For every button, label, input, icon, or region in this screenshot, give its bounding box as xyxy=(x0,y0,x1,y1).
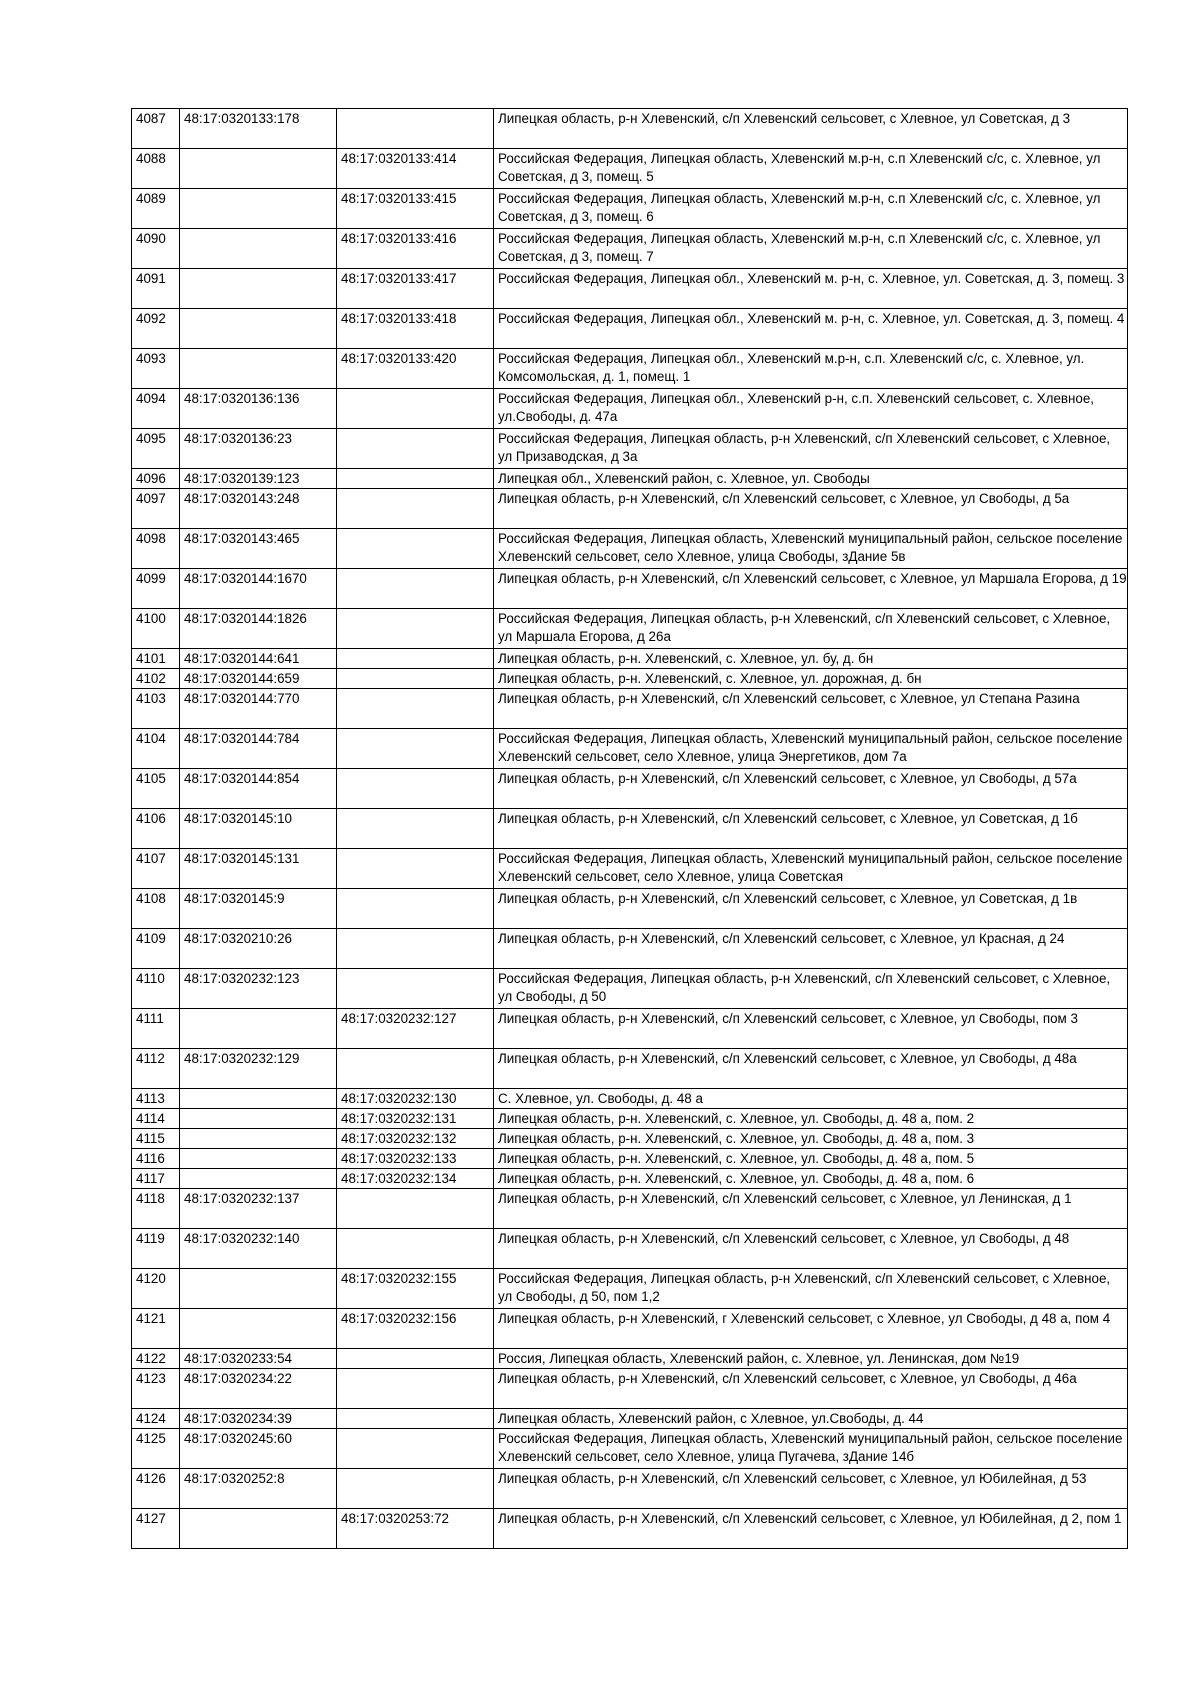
object-cadastral-number-cell: 48:17:0320133:417 xyxy=(337,269,494,309)
address-cell: Липецкая область, р-н Хлевенский, с/п Хлевенский сельсовет, с Хлевное, ул Свободы, д 57а xyxy=(494,769,1128,809)
object-cadastral-number-cell: 48:17:0320232:134 xyxy=(337,1169,494,1189)
land-cadastral-number-cell: 48:17:0320210:26 xyxy=(180,929,337,969)
row-number-cell: 4119 xyxy=(132,1229,180,1269)
address-cell: Липецкая область, р-н Хлевенский, с/п Хлевенский сельсовет, с Хлевное, ул Степана Разина xyxy=(494,689,1128,729)
land-cadastral-number-cell xyxy=(180,149,337,189)
address-cell: Липецкая область, р-н Хлевенский, с/п Хлевенский сельсовет, с Хлевное, ул Маршала Егорова, д 19 xyxy=(494,569,1128,609)
object-cadastral-number-cell xyxy=(337,1349,494,1369)
row-number-cell: 4098 xyxy=(132,529,180,569)
object-cadastral-number-cell: 48:17:0320232:131 xyxy=(337,1109,494,1129)
address-cell: Российская Федерация, Липецкая обл., Хлевенский р-н, с.п. Хлевенский сельсовет, с. Хлевное, ул.Свободы, д. 47а xyxy=(494,389,1128,429)
row-number-cell: 4100 xyxy=(132,609,180,649)
land-cadastral-number-cell: 48:17:0320144:854 xyxy=(180,769,337,809)
address-cell: Российская Федерация, Липецкая обл., Хлевенский м.р-н, с.п. Хлевенский с/с, с. Хлевное, ул. Комсомольская, д. 1, помещ. 1 xyxy=(494,349,1128,389)
object-cadastral-number-cell xyxy=(337,1049,494,1089)
address-cell: Российская Федерация, Липецкая область, р-н Хлевенский, с/п Хлевенский сельсовет, с Хлевное, ул Свободы, д 50 xyxy=(494,969,1128,1009)
land-cadastral-number-cell: 48:17:0320234:22 xyxy=(180,1369,337,1409)
land-cadastral-number-cell: 48:17:0320145:131 xyxy=(180,849,337,889)
address-cell: Липецкая область, р-н Хлевенский, с/п Хлевенский сельсовет, с Хлевное, ул Красная, д 24 xyxy=(494,929,1128,969)
object-cadastral-number-cell xyxy=(337,1189,494,1229)
land-cadastral-number-cell xyxy=(180,1089,337,1109)
table-row xyxy=(132,889,1128,929)
land-cadastral-number-cell: 48:17:0320144:641 xyxy=(180,649,337,669)
table-row xyxy=(132,1229,1128,1269)
table-row xyxy=(132,649,1128,669)
object-cadastral-number-cell xyxy=(337,849,494,889)
land-cadastral-number-cell: 48:17:0320144:659 xyxy=(180,669,337,689)
object-cadastral-number-cell xyxy=(337,469,494,489)
address-cell: Липецкая область, р-н Хлевенский, с/п Хлевенский сельсовет, с Хлевное, ул Свободы, д 48а xyxy=(494,1049,1128,1089)
table-row xyxy=(132,1409,1128,1429)
land-cadastral-number-cell xyxy=(180,269,337,309)
row-number-cell: 4120 xyxy=(132,1269,180,1309)
table-row xyxy=(132,429,1128,469)
row-number-cell: 4099 xyxy=(132,569,180,609)
object-cadastral-number-cell xyxy=(337,809,494,849)
address-cell: Липецкая область, р-н Хлевенский, с/п Хлевенский сельсовет, с Хлевное, ул Советская, д 1б xyxy=(494,809,1128,849)
row-number-cell: 4114 xyxy=(132,1109,180,1129)
table-row xyxy=(132,149,1128,189)
address-cell: Российская Федерация, Липецкая область, Хлевенский м.р-н, с.п Хлевенский с/с, с. Хлевное, ул Советская, д 3, помещ. 5 xyxy=(494,149,1128,189)
table-row xyxy=(132,269,1128,309)
table-row xyxy=(132,229,1128,269)
address-cell: Липецкая область, р-н Хлевенский, с/п Хлевенский сельсовет, с Хлевное, ул Свободы, д 48 xyxy=(494,1229,1128,1269)
land-cadastral-number-cell: 48:17:0320133:178 xyxy=(180,109,337,149)
land-cadastral-number-cell: 48:17:0320139:123 xyxy=(180,469,337,489)
land-cadastral-number-cell: 48:17:0320232:129 xyxy=(180,1049,337,1089)
object-cadastral-number-cell xyxy=(337,489,494,529)
address-cell: Липецкая область, р-н Хлевенский, с/п Хлевенский сельсовет, с Хлевное, ул Свободы, д 46а xyxy=(494,1369,1128,1409)
address-cell: Российская Федерация, Липецкая область, р-н Хлевенский, с/п Хлевенский сельсовет, с Хлевное, ул Маршала Егорова, д 26а xyxy=(494,609,1128,649)
row-number-cell: 4112 xyxy=(132,1049,180,1089)
address-cell: Российская Федерация, Липецкая область, Хлевенский муниципальный район, сельское поселение Хлевенский сельсовет, село Хлевное, улица Пугачева, зДание 14б xyxy=(494,1429,1128,1469)
land-cadastral-number-cell: 48:17:0320232:137 xyxy=(180,1189,337,1229)
object-cadastral-number-cell: 48:17:0320232:155 xyxy=(337,1269,494,1309)
row-number-cell: 4117 xyxy=(132,1169,180,1189)
row-number-cell: 4093 xyxy=(132,349,180,389)
table-row xyxy=(132,669,1128,689)
object-cadastral-number-cell xyxy=(337,689,494,729)
object-cadastral-number-cell xyxy=(337,109,494,149)
land-cadastral-number-cell xyxy=(180,349,337,389)
object-cadastral-number-cell xyxy=(337,609,494,649)
object-cadastral-number-cell: 48:17:0320133:416 xyxy=(337,229,494,269)
table-row xyxy=(132,1509,1128,1549)
object-cadastral-number-cell xyxy=(337,889,494,929)
object-cadastral-number-cell xyxy=(337,389,494,429)
address-cell: Российская Федерация, Липецкая область, Хлевенский муниципальный район, сельское поселение Хлевенский сельсовет, село Хлевное, улица Советская xyxy=(494,849,1128,889)
row-number-cell: 4124 xyxy=(132,1409,180,1429)
row-number-cell: 4110 xyxy=(132,969,180,1009)
object-cadastral-number-cell xyxy=(337,769,494,809)
address-cell: Липецкая область, р-н Хлевенский, с/п Хлевенский сельсовет, с Хлевное, ул Юбилейная, д 2, пом 1 xyxy=(494,1509,1128,1549)
object-cadastral-number-cell: 48:17:0320133:418 xyxy=(337,309,494,349)
address-cell: Липецкая область, р-н. Хлевенский, с. Хлевное, ул. Свободы, д. 48 а, пом. 3 xyxy=(494,1129,1128,1149)
address-cell: Российская Федерация, Липецкая область, р-н Хлевенский, с/п Хлевенский сельсовет, с Хлевное, ул Свободы, д 50, пом 1,2 xyxy=(494,1269,1128,1309)
row-number-cell: 4107 xyxy=(132,849,180,889)
address-cell: Липецкая область, р-н. Хлевенский, с. Хлевное, ул. Свободы, д. 48 а, пом. 6 xyxy=(494,1169,1128,1189)
address-cell: Липецкая область, р-н. Хлевенский, с. Хлевное, ул. бу, д. бн xyxy=(494,649,1128,669)
table-row xyxy=(132,189,1128,229)
land-cadastral-number-cell: 48:17:0320145:10 xyxy=(180,809,337,849)
object-cadastral-number-cell: 48:17:0320232:156 xyxy=(337,1309,494,1349)
table-body xyxy=(132,109,1128,1549)
object-cadastral-number-cell xyxy=(337,1469,494,1509)
address-cell: Российская Федерация, Липецкая область, Хлевенский м.р-н, с.п Хлевенский с/с, с. Хлевное, ул Советская, д 3, помещ. 7 xyxy=(494,229,1128,269)
land-cadastral-number-cell xyxy=(180,1109,337,1129)
row-number-cell: 4123 xyxy=(132,1369,180,1409)
row-number-cell: 4089 xyxy=(132,189,180,229)
land-cadastral-number-cell: 48:17:0320232:140 xyxy=(180,1229,337,1269)
object-cadastral-number-cell xyxy=(337,1369,494,1409)
table-row xyxy=(132,1349,1128,1369)
row-number-cell: 4090 xyxy=(132,229,180,269)
object-cadastral-number-cell xyxy=(337,1229,494,1269)
table-row xyxy=(132,1189,1128,1229)
row-number-cell: 4102 xyxy=(132,669,180,689)
row-number-cell: 4091 xyxy=(132,269,180,309)
row-number-cell: 4109 xyxy=(132,929,180,969)
table-row xyxy=(132,1469,1128,1509)
table-row xyxy=(132,809,1128,849)
land-cadastral-number-cell xyxy=(180,1509,337,1549)
address-cell: Россия, Липецкая область, Хлевенский район, с. Хлевное, ул. Ленинская, дом №19 xyxy=(494,1349,1128,1369)
object-cadastral-number-cell xyxy=(337,669,494,689)
address-cell: Российская Федерация, Липецкая область, Хлевенский м.р-н, с.п Хлевенский с/с, с. Хлевное, ул Советская, д 3, помещ. 6 xyxy=(494,189,1128,229)
row-number-cell: 4108 xyxy=(132,889,180,929)
row-number-cell: 4122 xyxy=(132,1349,180,1369)
table-row xyxy=(132,1429,1128,1469)
land-cadastral-number-cell: 48:17:0320136:136 xyxy=(180,389,337,429)
table-row xyxy=(132,1169,1128,1189)
row-number-cell: 4094 xyxy=(132,389,180,429)
land-cadastral-number-cell xyxy=(180,1149,337,1169)
address-cell: С. Хлевное, ул. Свободы, д. 48 а xyxy=(494,1089,1128,1109)
object-cadastral-number-cell: 48:17:0320133:414 xyxy=(337,149,494,189)
land-cadastral-number-cell xyxy=(180,1129,337,1149)
object-cadastral-number-cell: 48:17:0320232:133 xyxy=(337,1149,494,1169)
land-cadastral-number-cell xyxy=(180,189,337,229)
address-cell: Российская Федерация, Липецкая обл., Хлевенский м. р-н, с. Хлевное, ул. Советская, д. 3, помещ. 4 xyxy=(494,309,1128,349)
row-number-cell: 4121 xyxy=(132,1309,180,1349)
row-number-cell: 4113 xyxy=(132,1089,180,1109)
row-number-cell: 4097 xyxy=(132,489,180,529)
cadastral-table xyxy=(131,108,1128,1549)
land-cadastral-number-cell: 48:17:0320143:465 xyxy=(180,529,337,569)
land-cadastral-number-cell: 48:17:0320234:39 xyxy=(180,1409,337,1429)
table-row xyxy=(132,609,1128,649)
address-cell: Липецкая область, р-н Хлевенский, с/п Хлевенский сельсовет, с Хлевное, ул Юбилейная, д 53 xyxy=(494,1469,1128,1509)
land-cadastral-number-cell: 48:17:0320143:248 xyxy=(180,489,337,529)
row-number-cell: 4096 xyxy=(132,469,180,489)
row-number-cell: 4126 xyxy=(132,1469,180,1509)
object-cadastral-number-cell: 48:17:0320133:420 xyxy=(337,349,494,389)
address-cell: Липецкая область, Хлевенский район, с Хлевное, ул.Свободы, д. 44 xyxy=(494,1409,1128,1429)
table-row xyxy=(132,1009,1128,1049)
object-cadastral-number-cell: 48:17:0320133:415 xyxy=(337,189,494,229)
address-cell: Российская Федерация, Липецкая область, Хлевенский муниципальный район, сельское поселение Хлевенский сельсовет, село Хлевное, улица Свободы, зДание 5в xyxy=(494,529,1128,569)
address-cell: Липецкая область, р-н Хлевенский, с/п Хлевенский сельсовет, с Хлевное, ул Свободы, пом 3 xyxy=(494,1009,1128,1049)
table-row xyxy=(132,969,1128,1009)
object-cadastral-number-cell: 48:17:0320232:127 xyxy=(337,1009,494,1049)
row-number-cell: 4111 xyxy=(132,1009,180,1049)
table-row xyxy=(132,1089,1128,1109)
table-row xyxy=(132,569,1128,609)
row-number-cell: 4125 xyxy=(132,1429,180,1469)
table-row xyxy=(132,309,1128,349)
object-cadastral-number-cell xyxy=(337,1409,494,1429)
table-row xyxy=(132,1369,1128,1409)
table-row xyxy=(132,1309,1128,1349)
land-cadastral-number-cell: 48:17:0320144:1826 xyxy=(180,609,337,649)
row-number-cell: 4104 xyxy=(132,729,180,769)
object-cadastral-number-cell xyxy=(337,569,494,609)
object-cadastral-number-cell xyxy=(337,729,494,769)
object-cadastral-number-cell xyxy=(337,969,494,1009)
row-number-cell: 4115 xyxy=(132,1129,180,1149)
object-cadastral-number-cell xyxy=(337,649,494,669)
row-number-cell: 4092 xyxy=(132,309,180,349)
object-cadastral-number-cell xyxy=(337,429,494,469)
table-row xyxy=(132,109,1128,149)
table-row xyxy=(132,1149,1128,1169)
row-number-cell: 4116 xyxy=(132,1149,180,1169)
land-cadastral-number-cell xyxy=(180,1269,337,1309)
row-number-cell: 4105 xyxy=(132,769,180,809)
row-number-cell: 4095 xyxy=(132,429,180,469)
row-number-cell: 4101 xyxy=(132,649,180,669)
table-row xyxy=(132,489,1128,529)
land-cadastral-number-cell: 48:17:0320144:1670 xyxy=(180,569,337,609)
land-cadastral-number-cell: 48:17:0320144:770 xyxy=(180,689,337,729)
table-row xyxy=(132,1269,1128,1309)
row-number-cell: 4088 xyxy=(132,149,180,189)
land-cadastral-number-cell: 48:17:0320145:9 xyxy=(180,889,337,929)
table-row xyxy=(132,469,1128,489)
table-row xyxy=(132,729,1128,769)
land-cadastral-number-cell: 48:17:0320232:123 xyxy=(180,969,337,1009)
object-cadastral-number-cell xyxy=(337,1429,494,1469)
table-row xyxy=(132,769,1128,809)
land-cadastral-number-cell xyxy=(180,1169,337,1189)
row-number-cell: 4127 xyxy=(132,1509,180,1549)
land-cadastral-number-cell xyxy=(180,309,337,349)
address-cell: Российская Федерация, Липецкая область, Хлевенский муниципальный район, сельское поселение Хлевенский сельсовет, село Хлевное, улица Энергетиков, дом 7а xyxy=(494,729,1128,769)
table-row xyxy=(132,1049,1128,1089)
table-row xyxy=(132,389,1128,429)
land-cadastral-number-cell: 48:17:0320233:54 xyxy=(180,1349,337,1369)
object-cadastral-number-cell xyxy=(337,929,494,969)
land-cadastral-number-cell: 48:17:0320136:23 xyxy=(180,429,337,469)
table-row xyxy=(132,529,1128,569)
address-cell: Липецкая область, р-н. Хлевенский, с. Хлевное, ул. дорожная, д. бн xyxy=(494,669,1128,689)
land-cadastral-number-cell xyxy=(180,229,337,269)
table-row xyxy=(132,1129,1128,1149)
land-cadastral-number-cell: 48:17:0320252:8 xyxy=(180,1469,337,1509)
address-cell: Липецкая область, р-н Хлевенский, с/п Хлевенский сельсовет, с Хлевное, ул Свободы, д 5а xyxy=(494,489,1128,529)
row-number-cell: 4118 xyxy=(132,1189,180,1229)
row-number-cell: 4106 xyxy=(132,809,180,849)
address-cell: Российская Федерация, Липецкая область, р-н Хлевенский, с/п Хлевенский сельсовет, с Хлевное, ул Призаводская, д 3а xyxy=(494,429,1128,469)
address-cell: Липецкая область, р-н Хлевенский, с/п Хлевенский сельсовет, с Хлевное, ул Советская, д 3 xyxy=(494,109,1128,149)
object-cadastral-number-cell: 48:17:0320253:72 xyxy=(337,1509,494,1549)
land-cadastral-number-cell: 48:17:0320245:60 xyxy=(180,1429,337,1469)
address-cell: Липецкая область, р-н Хлевенский, г Хлевенский сельсовет, с Хлевное, ул Свободы, д 48 а, пом 4 xyxy=(494,1309,1128,1349)
table-row xyxy=(132,929,1128,969)
table-row xyxy=(132,349,1128,389)
row-number-cell: 4103 xyxy=(132,689,180,729)
address-cell: Липецкая область, р-н. Хлевенский, с. Хлевное, ул. Свободы, д. 48 а, пом. 2 xyxy=(494,1109,1128,1129)
object-cadastral-number-cell xyxy=(337,529,494,569)
land-cadastral-number-cell: 48:17:0320144:784 xyxy=(180,729,337,769)
object-cadastral-number-cell: 48:17:0320232:132 xyxy=(337,1129,494,1149)
land-cadastral-number-cell xyxy=(180,1009,337,1049)
address-cell: Липецкая обл., Хлевенский район, с. Хлевное, ул. Свободы xyxy=(494,469,1128,489)
land-cadastral-number-cell xyxy=(180,1309,337,1349)
object-cadastral-number-cell: 48:17:0320232:130 xyxy=(337,1089,494,1109)
address-cell: Липецкая область, р-н Хлевенский, с/п Хлевенский сельсовет, с Хлевное, ул Советская, д 1в xyxy=(494,889,1128,929)
address-cell: Российская Федерация, Липецкая обл., Хлевенский м. р-н, с. Хлевное, ул. Советская, д. 3, помещ. 3 xyxy=(494,269,1128,309)
address-cell: Липецкая область, р-н. Хлевенский, с. Хлевное, ул. Свободы, д. 48 а, пом. 5 xyxy=(494,1149,1128,1169)
table-row xyxy=(132,1109,1128,1129)
table-row xyxy=(132,689,1128,729)
row-number-cell: 4087 xyxy=(132,109,180,149)
address-cell: Липецкая область, р-н Хлевенский, с/п Хлевенский сельсовет, с Хлевное, ул Ленинская, д 1 xyxy=(494,1189,1128,1229)
table-row xyxy=(132,849,1128,889)
